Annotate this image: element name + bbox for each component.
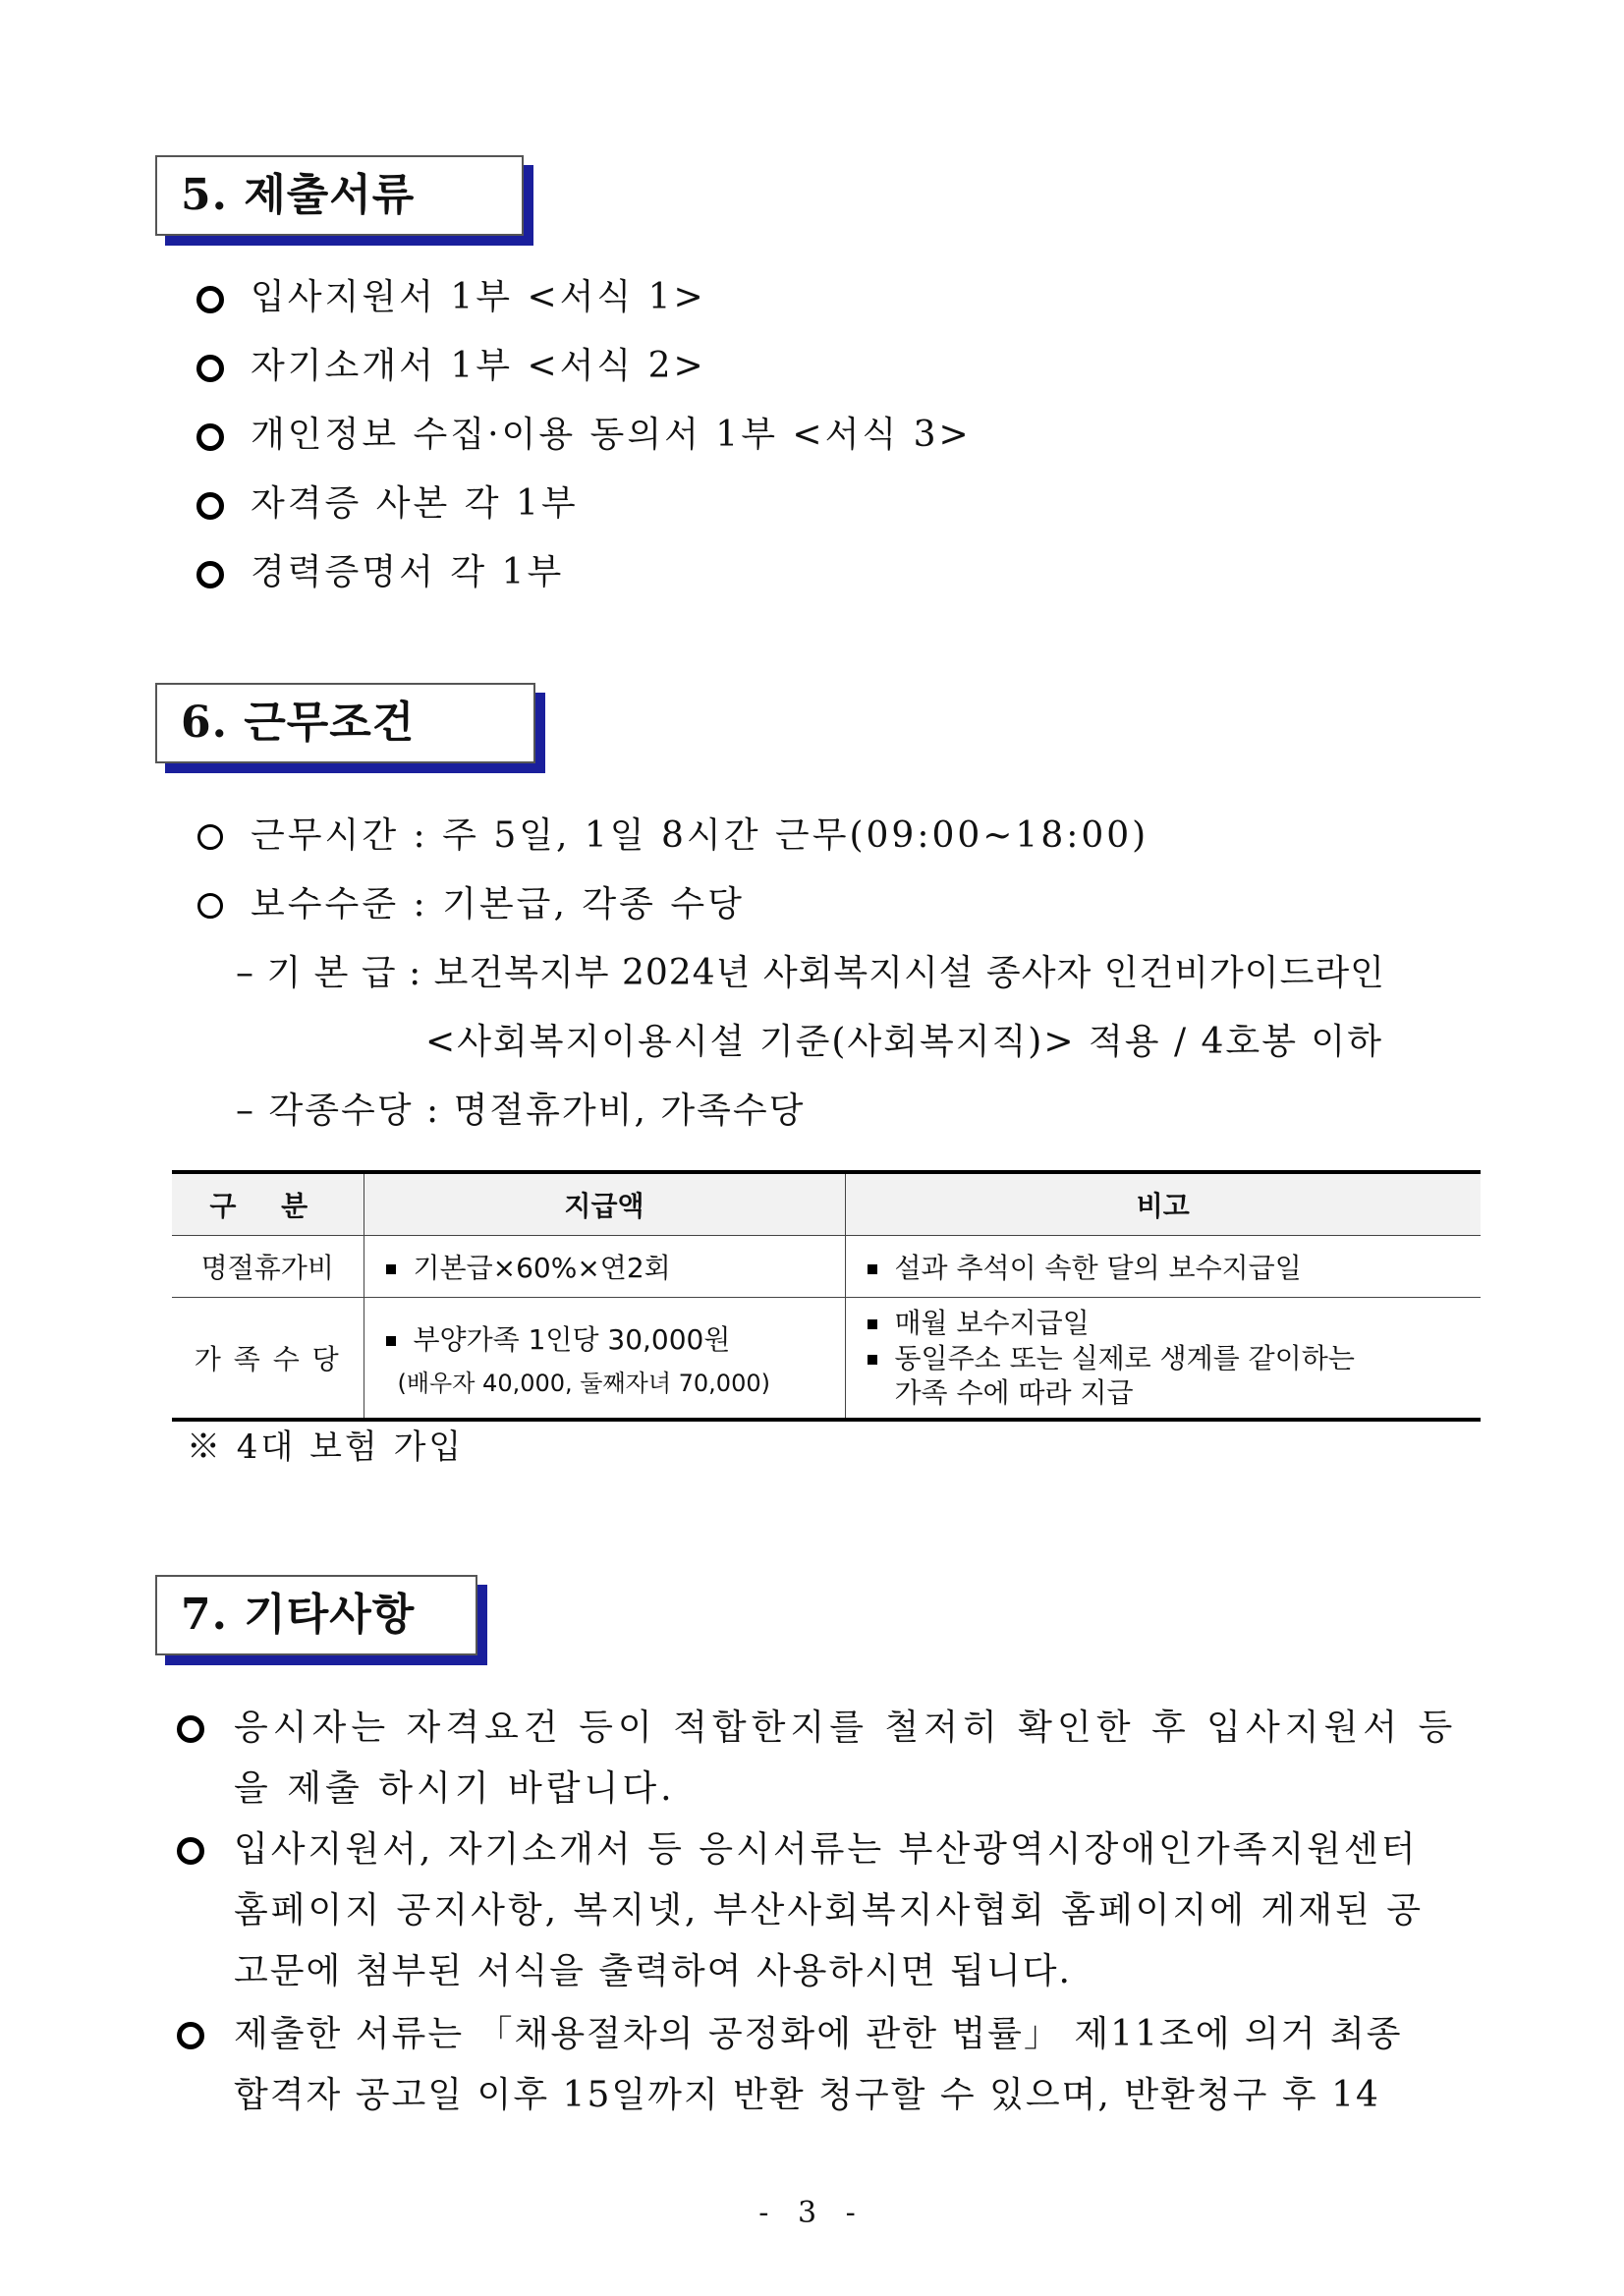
notice-paragraph: [234, 1820, 1482, 2002]
document-item: 경력증명서 각 1부: [251, 552, 565, 592]
section-5-title: 5. 제출서류: [181, 170, 416, 220]
table-row: [172, 1236, 1481, 1298]
amount-cell: [364, 1298, 845, 1421]
work-hours: 근무시간 : 주 5일, 1일 8시간 근무(09:00~18:00): [251, 815, 1149, 856]
category-cell: 명절휴가비: [172, 1236, 364, 1298]
section-6-title: 6. 근무조건: [181, 698, 416, 748]
section-7-title: 7. 기타사항: [181, 1590, 416, 1640]
document-item: 자격증 사본 각 1부: [251, 483, 579, 524]
paragraph-line: 홈페이지 공지사항, 복지넷, 부산사회복지사협회 홈페이지에 게재된 공: [234, 1890, 1425, 1931]
note-item: [868, 1306, 1481, 1341]
note-text: 매월 보수지급일: [894, 1307, 1090, 1339]
paragraph-line: 입사지원서, 자기소개서 등 응시서류는 부산광역시장애인가족지원센터: [234, 1829, 1419, 1870]
note-cell: [845, 1298, 1481, 1421]
allowances: – 각종수당 : 명절휴가비, 가족수당: [236, 1091, 806, 1131]
bullet-icon: [196, 423, 224, 451]
bullet-icon: [196, 492, 224, 520]
pay-level: 보수수준 : 기본급, 각종 수당: [251, 884, 745, 924]
paragraph-line: 제출한 서류는 「채용절차의 공정화에 관한 법률」 제11조에 의거 최종: [234, 2014, 1403, 2054]
bullet-icon: [196, 561, 224, 588]
paragraph-line: 고문에 첨부된 서식을 출력하여 사용하시면 됩니다.: [234, 1951, 1072, 1991]
notice-paragraph: [234, 1698, 1482, 1820]
table-header-row: [172, 1172, 1481, 1236]
insurance-note: ※ 4대 보험 가입: [187, 1428, 465, 1467]
page-number: - 3 -: [758, 2196, 866, 2230]
square-bullet-icon: [868, 1319, 877, 1329]
table-header-cell: 구 분: [172, 1172, 364, 1236]
square-bullet-icon: [386, 1264, 396, 1274]
bullet-icon: [177, 2022, 204, 2049]
document-item: 개인정보 수집·이용 동의서 1부 <서식 3>: [251, 415, 972, 455]
section-6-header: [155, 683, 535, 763]
document-item: 자기소개서 1부 <서식 2>: [251, 346, 706, 386]
bullet-icon: [197, 893, 223, 919]
section-7-header: [155, 1575, 477, 1655]
allowance-table: [172, 1170, 1481, 1422]
paragraph-line: 을 제출 하시기 바랍니다.: [234, 1768, 676, 1809]
amount-text: 부양가족 1인당 30,000원: [413, 1322, 731, 1356]
base-pay-line-1: – 기 본 급 : 보건복지부 2024년 사회복지시설 종사자 인건비가이드라인: [236, 953, 1385, 993]
base-pay-line-2: <사회복지이용시설 기준(사회복지직)> 적용 / 4호봉 이하: [425, 1022, 1383, 1062]
square-bullet-icon: [868, 1355, 877, 1365]
bullet-icon: [196, 286, 224, 313]
bullet-icon: [177, 1837, 204, 1865]
table-header-cell: 지급액: [364, 1172, 845, 1236]
note-item: [868, 1341, 1481, 1376]
note-cell: [845, 1236, 1481, 1298]
section-5-header: [155, 155, 524, 236]
table-header-cell: 비고: [845, 1172, 1481, 1236]
amount-text: 기본급×60%×연2회: [413, 1252, 671, 1284]
bullet-icon: [177, 1715, 204, 1743]
note-text: 동일주소 또는 실제로 생계를 같이하는: [894, 1342, 1355, 1374]
document-item: 입사지원서 1부 <서식 1>: [251, 277, 706, 317]
square-bullet-icon: [868, 1264, 877, 1274]
note-text: 설과 추석이 속한 달의 보수지급일: [894, 1252, 1302, 1284]
bullet-icon: [197, 824, 223, 850]
category-cell: 가 족 수 당: [172, 1298, 364, 1421]
note-continuation: 가족 수에 따라 지급: [894, 1376, 1134, 1409]
table-row: [172, 1298, 1481, 1421]
bullet-icon: [196, 355, 224, 382]
paragraph-line: 합격자 공고일 이후 15일까지 반환 청구할 수 있으며, 반환청구 후 14: [234, 2075, 1380, 2115]
amount-subtext: (배우자 40,000, 둘째자녀 70,000): [397, 1369, 770, 1397]
paragraph-line: 응시자는 자격요건 등이 적합한지를 철저히 확인한 후 입사지원서 등: [234, 1708, 1458, 1748]
square-bullet-icon: [386, 1336, 396, 1346]
notice-paragraph: [234, 2004, 1482, 2126]
amount-cell: [364, 1236, 845, 1298]
